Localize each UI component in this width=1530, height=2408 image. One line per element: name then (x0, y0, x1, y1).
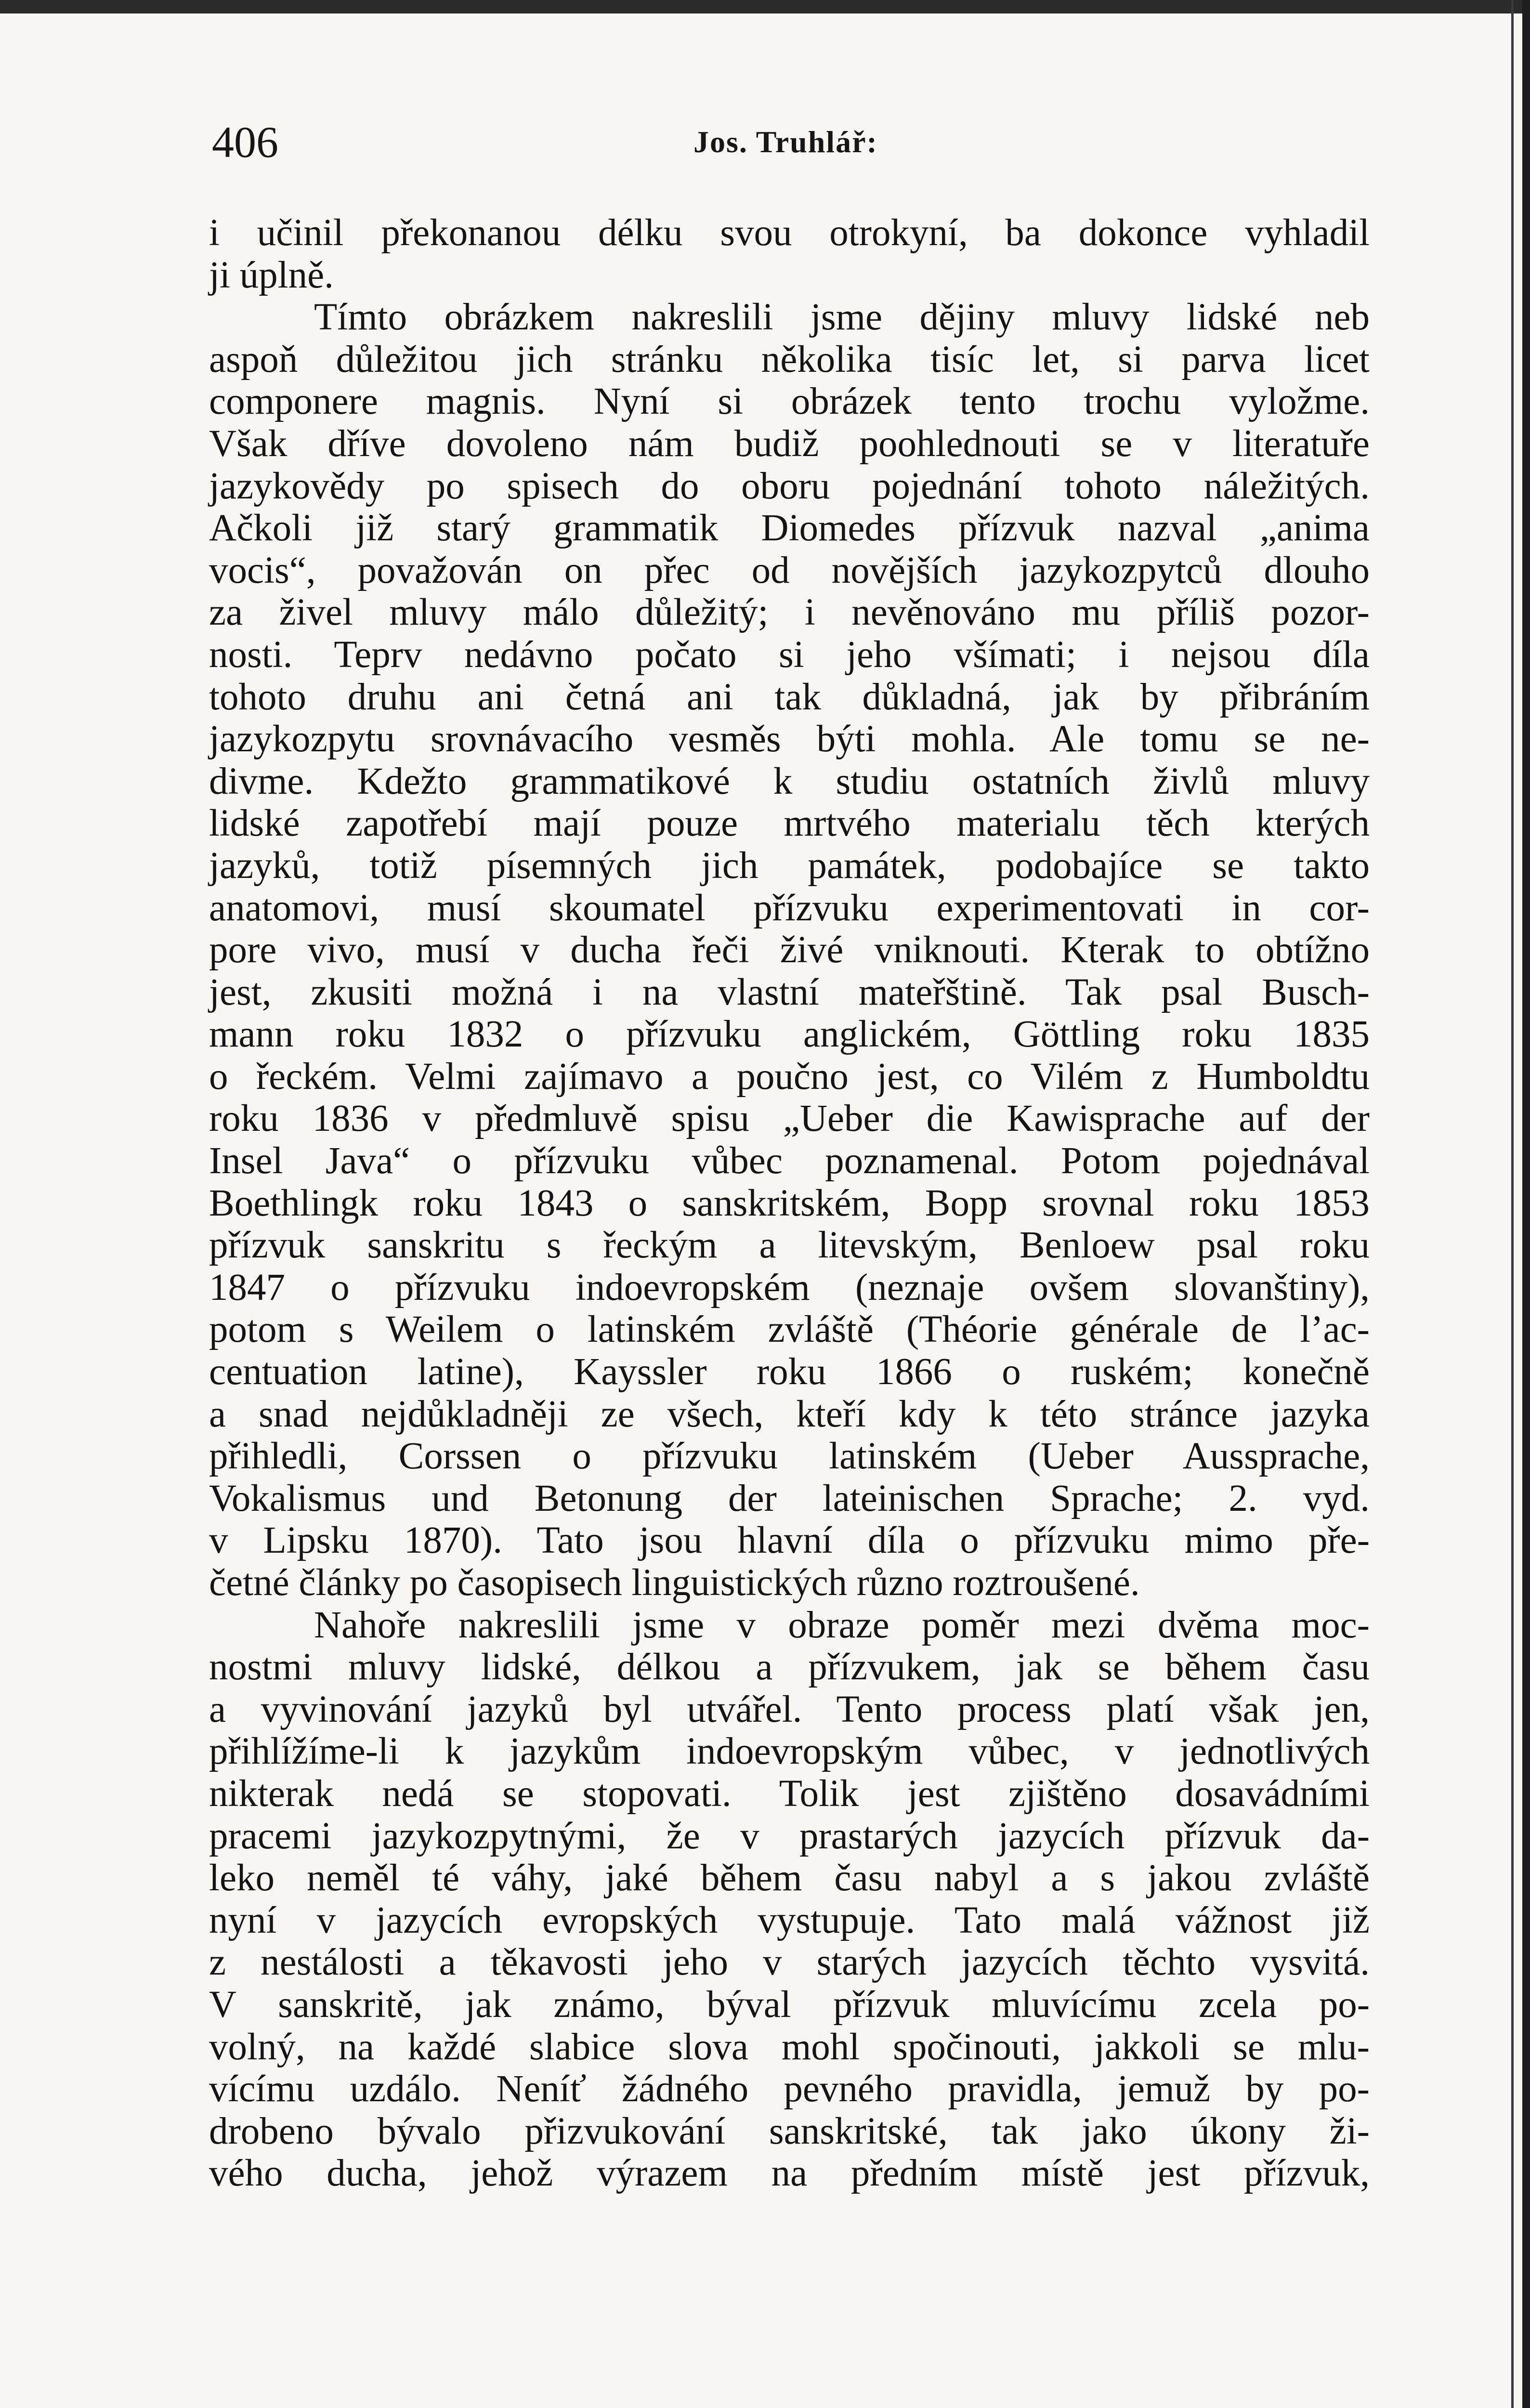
text-line: Tímto obrázkem nakreslili jsme dějiny mluvy lidské neb (314, 296, 1370, 339)
text-line: jest, zkusiti možná i na vlastní mateřštině. Tak psal Busch- (209, 971, 1370, 1013)
text-line: vého ducha, jehož výrazem na předním místě jest přízvuk, (209, 2152, 1370, 2195)
text-line: anatomovi, musí skoumatel přízvuku experimentovati in cor- (209, 887, 1370, 929)
text-line: aspoň důležitou jich stránku několika tisíc let, si parva licet (209, 338, 1370, 380)
text-line: nikterak nedá se stopovati. Tolik jest zjištěno dosavádními (209, 1772, 1370, 1815)
text-line: centuation latine), Kayssler roku 1866 o ruském; konečně (209, 1351, 1370, 1393)
text-line: roku 1836 v předmluvě spisu „Ueber die Kawisprache auf der (209, 1098, 1370, 1140)
scan-right-edge-line (1511, 0, 1514, 2408)
text-line: Však dříve dovoleno nám budiž poohlednouti se v literatuře (209, 422, 1370, 465)
page-number: 406 (212, 118, 278, 167)
text-line: o řeckém. Velmi zajímavo a poučno jest, co Vilém z Humboldtu (209, 1055, 1370, 1098)
text-line: leko neměl té váhy, jaké během času nabyl a s jakou zvláště (209, 1857, 1370, 1899)
text-line: vocis“, považován on přec od novějších jazykozpytců dlouho (209, 549, 1370, 591)
text-line: V sanskritě, jak známo, býval přízvuk mluvícímu zcela po- (209, 1983, 1370, 2026)
scan-top-border (0, 0, 1530, 13)
text-line: jazykovědy po spisech do oboru pojednání tohoto náležitých. (209, 465, 1370, 507)
text-line: přihledli, Corssen o přízvuku latinském (Ueber Aussprache, (209, 1435, 1370, 1478)
text-line: z nestálosti a těkavosti jeho v starých jazycích těchto vysvitá. (209, 1941, 1370, 1984)
text-line: nostmi mluvy lidské, délkou a přízvukem, jak se během času (209, 1646, 1370, 1688)
text-line: mann roku 1832 o přízvuku anglickém, Göttling roku 1835 (209, 1013, 1370, 1056)
text-line: nyní v jazycích evropských vystupuje. Tato malá vážnost již (209, 1899, 1370, 1941)
text-line: jazykozpytu srovnávacího vesměs býti mohla. Ale tomu se ne- (209, 718, 1370, 760)
text-line: Boethlingk roku 1843 o sanskritském, Bopp srovnal roku 1853 (209, 1182, 1370, 1224)
text-line: volný, na každé slabice slova mohl spočinouti, jakkoli se mlu- (209, 2026, 1370, 2068)
text-line: vícímu uzdálo. Neníť žádného pevného pravidla, jemuž by po- (209, 2068, 1370, 2110)
text-line: componere magnis. Nyní si obrázek tento trochu vyložme. (209, 380, 1370, 423)
text-line: Nahoře nakreslili jsme v obraze poměr mezi dvěma moc- (314, 1604, 1370, 1646)
text-line: i učinil překonanou délku svou otrokyní, ba dokonce vyhladil (209, 212, 1370, 254)
text-line: za živel mluvy málo důležitý; i nevěnováno mu příliš pozor- (209, 591, 1370, 634)
body-text (209, 212, 1370, 2195)
text-line: ji úplně. (209, 254, 334, 296)
text-line: Ačkoli již starý grammatik Diomedes přízvuk nazval „anima (209, 507, 1370, 550)
scan-right-edge (1522, 0, 1530, 2408)
text-line: v Lipsku 1870). Tato jsou hlavní díla o přízvuku mimo pře- (209, 1519, 1370, 1562)
text-line: přihlížíme-li k jazykům indoevropským vůbec, v jednotlivých (209, 1730, 1370, 1773)
text-line: lidské zapotřebí mají pouze mrtvého materialu těch kterých (209, 802, 1370, 845)
text-line: a vyvinování jazyků byl utvářel. Tento process platí však jen, (209, 1688, 1370, 1730)
text-line: tohoto druhu ani četná ani tak důkladná, jak by přibráním (209, 676, 1370, 718)
text-line: Vokalismus und Betonung der lateinischen Sprache; 2. vyd. (209, 1477, 1370, 1519)
running-head-author: Jos. Truhlář: (693, 125, 878, 159)
text-line: přízvuk sanskritu s řeckým a litevským, Benloew psal roku (209, 1224, 1370, 1267)
text-line: jazyků, totiž písemných jich památek, podobajíce se takto (209, 844, 1370, 887)
text-line: pore vivo, musí v ducha řeči živé vniknouti. Kterak to obtížno (209, 929, 1370, 971)
text-line: drobeno bývalo přizvukování sanskritské, tak jako úkony ži- (209, 2110, 1370, 2152)
text-line: četné články po časopisech linguistických různo roztroušené. (209, 1562, 1140, 1604)
text-line: 1847 o přízvuku indoevropském (neznaje ovšem slovanštiny), (209, 1266, 1370, 1309)
running-head (212, 111, 1377, 173)
text-line: Insel Java“ o přízvuku vůbec poznamenal. Potom pojednával (209, 1140, 1370, 1182)
text-line: nosti. Teprv nedávno počato si jeho všímati; i nejsou díla (209, 633, 1370, 676)
text-line: pracemi jazykozpytnými, že v prastarých jazycích přízvuk da- (209, 1815, 1370, 1857)
text-line: potom s Weilem o latinském zvláště (Théorie générale de l’ac- (209, 1309, 1370, 1351)
text-line: a snad nejdůkladněji ze všech, kteří kdy k této stránce jazyka (209, 1393, 1370, 1435)
text-line: divme. Kdežto grammatikové k studiu ostatních živlů mluvy (209, 760, 1370, 802)
